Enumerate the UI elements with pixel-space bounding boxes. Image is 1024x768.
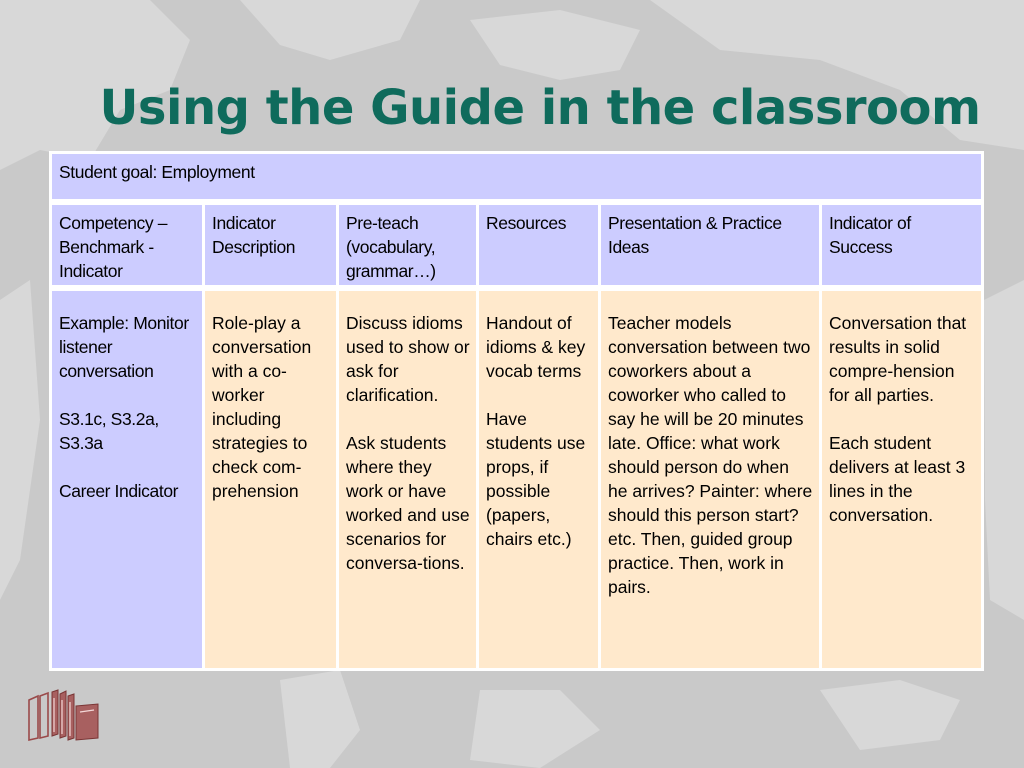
header-resources bbox=[479, 205, 598, 285]
description-text: Role-play a conversation with a co-worker including strategies to check com-prehension bbox=[212, 313, 312, 501]
competency-example: Example: Monitor listener conversation bbox=[59, 313, 189, 381]
header-presentation bbox=[601, 205, 819, 285]
slide-title: Using the Guide in the classroom bbox=[99, 80, 981, 136]
success-text-1: Conversation that results in solid compre-hension for all parties. bbox=[829, 313, 967, 405]
header-presentation-label: Presentation & Practice Ideas bbox=[608, 213, 782, 257]
description-cell bbox=[205, 291, 336, 668]
preteach-text-1: Discuss idioms used to show or ask for clarification. bbox=[346, 313, 470, 405]
header-competency-label: Competency – Benchmark - Indicator bbox=[59, 213, 168, 281]
student-goal-cell bbox=[52, 154, 981, 199]
header-competency bbox=[52, 205, 202, 285]
header-indicator-description-label: Indicator Description bbox=[212, 213, 296, 257]
header-success bbox=[822, 205, 981, 285]
resources-cell bbox=[479, 291, 598, 668]
preteach-cell bbox=[339, 291, 476, 668]
header-preteach bbox=[339, 205, 476, 285]
guide-table bbox=[49, 151, 984, 671]
header-indicator-description bbox=[205, 205, 336, 285]
preteach-text-2: Ask students where they work or have worked and use scenarios for conversa-tions. bbox=[346, 433, 470, 573]
student-goal-text: Student goal: Employment bbox=[59, 162, 255, 182]
success-text-2: Each student delivers at least 3 lines in the conversation. bbox=[829, 433, 966, 525]
presentation-text: Teacher models conversation between two coworkers about a coworker who called to say he will be 20 minutes late. Office: what work should person do when he arrives? Painter: where should this person start? etc. Then, guided group practice. Then, work in pairs. bbox=[608, 313, 813, 597]
competency-cell bbox=[52, 291, 202, 668]
resources-text-2: Have students use props, if possible (papers, chairs etc.) bbox=[486, 409, 586, 549]
header-resources-label: Resources bbox=[486, 213, 567, 233]
header-success-label: Indicator of Success bbox=[829, 213, 911, 257]
header-preteach-label: Pre-teach (vocabulary, grammar…) bbox=[346, 213, 436, 281]
books-logo-icon bbox=[26, 688, 102, 742]
presentation-cell bbox=[601, 291, 819, 668]
resources-text-1: Handout of idioms & key vocab terms bbox=[486, 313, 586, 381]
competency-career: Career Indicator bbox=[59, 481, 179, 501]
competency-codes: S3.1c, S3.2a, S3.3a bbox=[59, 409, 159, 453]
success-cell bbox=[822, 291, 981, 668]
